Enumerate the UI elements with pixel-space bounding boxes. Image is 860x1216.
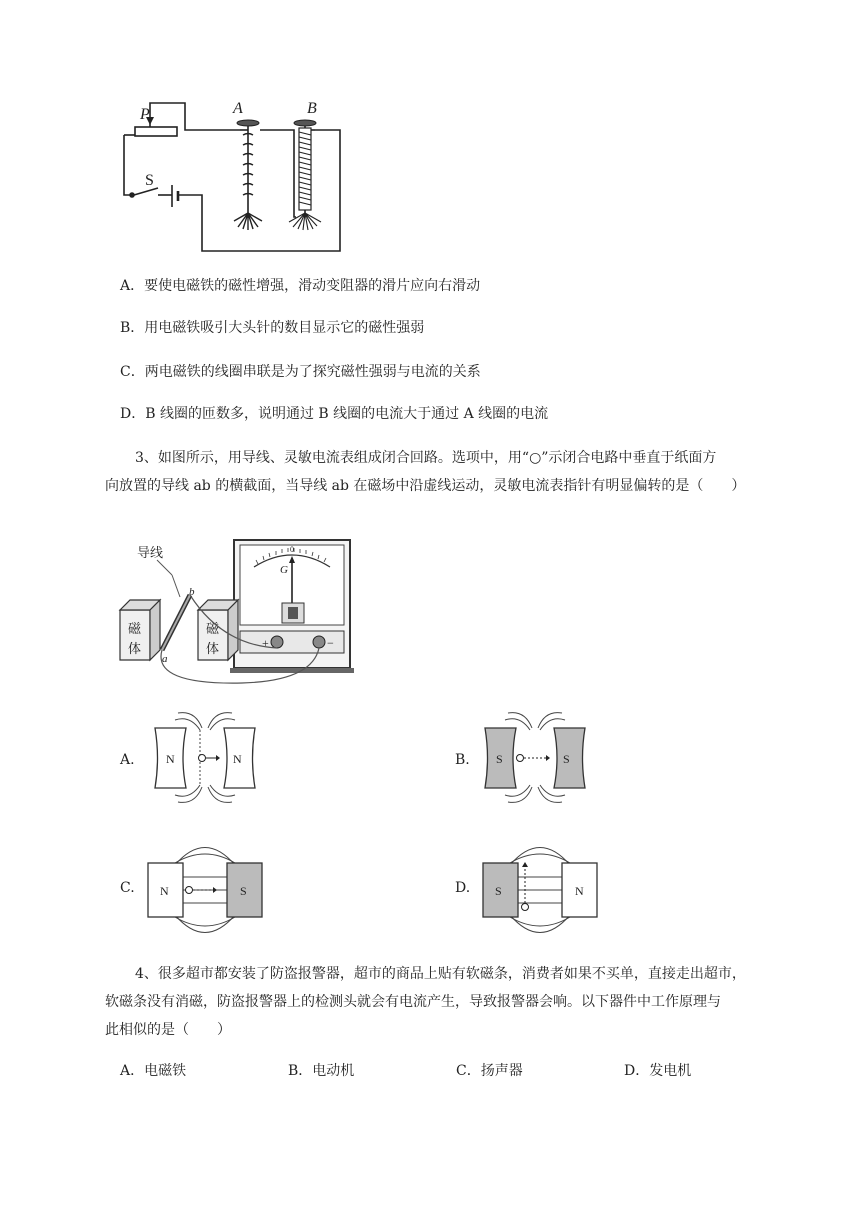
left-magnet-char1: 磁 <box>128 621 142 636</box>
q4-stem-line2: 软磁条没有消磁，防盗报警器上的检测头就会有电流产生，导致报警器会响。以下器件中工作原理与 <box>105 994 721 1010</box>
q4-stem-line3: 此相似的是（ ） <box>105 1022 231 1038</box>
q3-option-b-figure <box>480 710 590 805</box>
q3-c-right-pole: S <box>240 884 247 898</box>
q2-option-c: C．两电磁铁的线圈串联是为了探究磁性强弱与电流的关系 <box>120 364 481 380</box>
q3-stem-line2: 向放置的导线 ab 的横截面，当导线 ab 在磁场中沿虚线运动，灵敏电流表指针有明显偏转的是（ ） <box>105 478 746 494</box>
q3-option-d-figure <box>480 835 600 945</box>
label-minus: − <box>327 636 334 650</box>
left-magnet-char2: 体 <box>128 641 142 656</box>
right-magnet-char1: 磁 <box>206 621 220 636</box>
label-p: P <box>140 106 150 123</box>
q2-option-a: A．要使电磁铁的磁性增强，滑动变阻器的滑片应向右滑动 <box>120 278 481 294</box>
q3-d-left-pole: S <box>495 884 502 898</box>
q3-d-right-pole: N <box>575 884 584 898</box>
q3-option-c-label: C. <box>120 880 135 896</box>
label-s: S <box>145 172 154 189</box>
wire-label: 导线 <box>137 545 164 560</box>
electromagnet-circuit-figure <box>110 95 355 260</box>
label-a: A <box>233 100 243 117</box>
q4-option-b: B．电动机 <box>288 1063 355 1079</box>
q4-option-d: D．发电机 <box>624 1063 692 1079</box>
q4-option-a: A．电磁铁 <box>120 1063 187 1079</box>
galvanometer-figure <box>112 535 362 685</box>
q3-option-b-label: B. <box>455 752 470 768</box>
q3-b-left-pole: S <box>496 752 503 766</box>
q4-stem-line1: 4、很多超市都安装了防盗报警器，超市的商品上贴有软磁条，消费者如果不买单，直接走出超市， <box>135 966 746 982</box>
label-zero: 0 <box>290 545 294 554</box>
right-magnet-char2: 体 <box>206 641 220 656</box>
q3-b-right-pole: S <box>563 752 570 766</box>
q3-option-a-figure <box>150 710 260 805</box>
label-plus: + <box>262 636 269 650</box>
q2-option-d: D．B 线圈的匝数多，说明通过 B 线圈的电流大于通过 A 线圈的电流 <box>120 406 549 422</box>
label-conductor-a: a <box>162 653 168 665</box>
q3-option-c-figure <box>145 835 265 945</box>
q3-a-left-pole: N <box>166 752 175 766</box>
label-b: B <box>307 100 317 117</box>
q3-stem-line1: 3、如图所示，用导线、灵敏电流表组成闭合回路。选项中，用“○”示闭合电路中垂直于纸面方 <box>135 450 717 466</box>
q2-option-b: B．用电磁铁吸引大头针的数目显示它的磁性强弱 <box>120 320 425 336</box>
q3-a-right-pole: N <box>233 752 242 766</box>
q3-option-d-label: D. <box>455 880 471 896</box>
q4-option-c: C．扬声器 <box>456 1063 523 1079</box>
label-conductor-b: b <box>189 586 195 598</box>
q3-c-left-pole: N <box>160 884 169 898</box>
q3-option-a-label: A. <box>120 752 135 768</box>
label-g: G <box>280 564 288 576</box>
